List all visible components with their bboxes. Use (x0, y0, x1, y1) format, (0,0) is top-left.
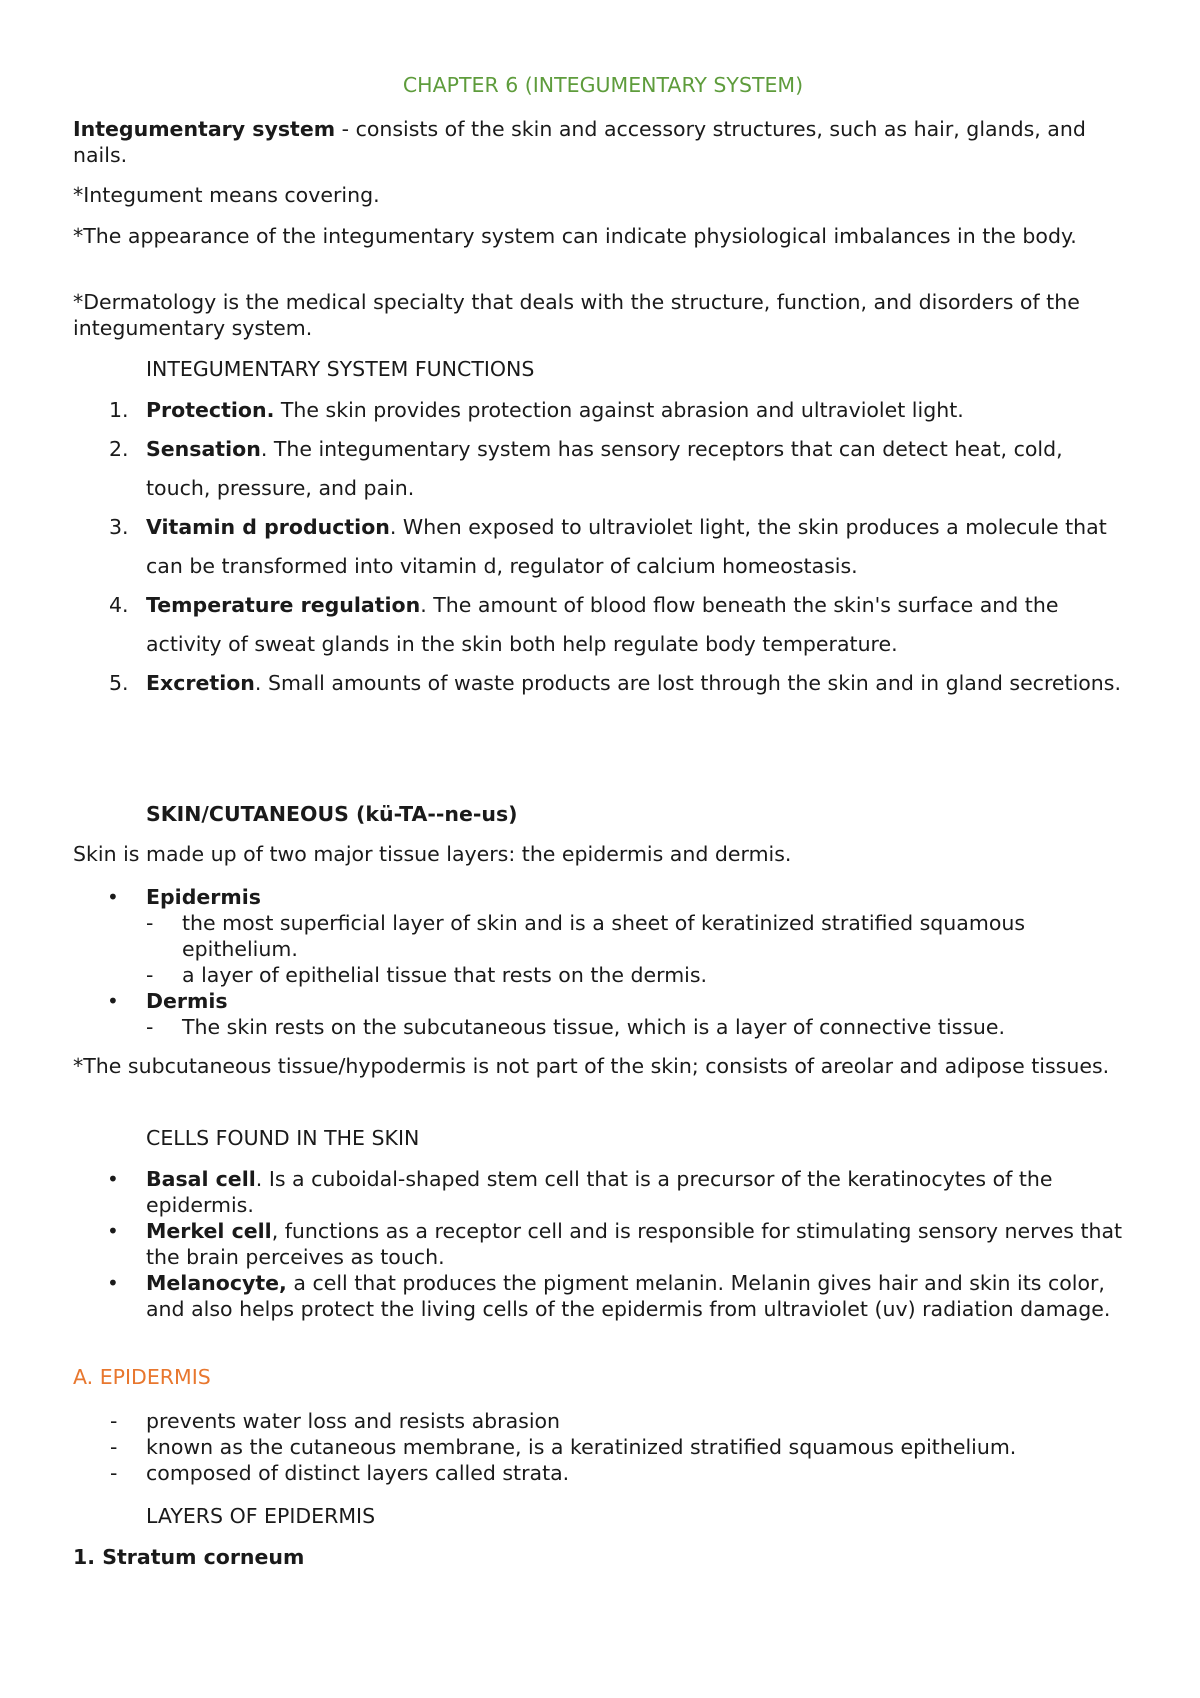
skin-note: *The subcutaneous tissue/hypodermis is not part of the skin; consists of areolar and adipose tissues. (73, 1054, 1110, 1078)
function-text: . The integumentary system has sensory receptors that can detect heat, cold, touch, pressure, and pain. (146, 437, 1063, 500)
skin-layer-dermis (73, 988, 1133, 1040)
intro-definition-text: - consists of the skin and accessory structures, such as hair, glands, and nails. (73, 117, 1086, 167)
cell-text: a cell that produces the pigment melanin. Melanin gives hair and skin its color, and also helps protect the living cells of the epidermis from ultraviolet (uv) radiation damage. (146, 1271, 1111, 1321)
cell-term: Melanocyte, (146, 1271, 287, 1295)
function-text: The skin provides protection against abrasion and ultraviolet light. (274, 398, 964, 422)
list-item (146, 910, 1133, 962)
cell-item (73, 1270, 1133, 1322)
dash-icon: - (110, 1409, 118, 1433)
intro-note-2: *The appearance of the integumentary system can indicate physiological imbalances in the body. (73, 224, 1077, 248)
list-item (73, 1460, 1133, 1486)
function-item (73, 508, 1133, 586)
function-term: Protection. (146, 398, 275, 422)
section-a-heading: A. EPIDERMIS (73, 1365, 211, 1389)
point-text: composed of distinct layers called strata. (146, 1461, 570, 1485)
function-text: . When exposed to ultraviolet light, the skin produces a molecule that can be transformed into vitamin d, regulator of calcium homeostasis. (146, 515, 1107, 578)
functions-list (73, 391, 1133, 703)
intro-definition (73, 116, 1133, 168)
first-layer-heading: 1. Stratum corneum (73, 1545, 305, 1569)
layer-label: Dermis (146, 989, 228, 1013)
function-number: 2. (109, 437, 129, 461)
epidermis-points (146, 910, 1133, 988)
layer-label: Epidermis (146, 885, 261, 909)
cell-item (73, 1218, 1133, 1270)
bullet-icon: • (107, 885, 119, 909)
function-term: Vitamin d production (146, 515, 390, 539)
skin-intro: Skin is made up of two major tissue layers: the epidermis and dermis. (73, 842, 792, 866)
skin-layer-epidermis (73, 884, 1133, 988)
bullet-icon: • (107, 1219, 119, 1243)
cell-text: . Is a cuboidal-shaped stem cell that is a precursor of the keratinocytes of the epidermis. (146, 1167, 1053, 1217)
intro-note-3: *Dermatology is the medical specialty that deals with the structure, function, and disorders of the integumentary system. (73, 290, 1080, 340)
section-a-points (73, 1408, 1133, 1486)
function-term: Temperature regulation (146, 593, 421, 617)
function-text: . Small amounts of waste products are lost through the skin and in gland secretions. (254, 671, 1122, 695)
dash-icon: - (146, 963, 154, 987)
point-text: The skin rests on the subcutaneous tissue, which is a layer of connective tissue. (182, 1015, 1006, 1039)
cells-list (73, 1166, 1133, 1322)
cell-term: Merkel cell (146, 1219, 272, 1243)
dash-icon: - (110, 1461, 118, 1485)
function-text: . The amount of blood flow beneath the skin's surface and the activity of sweat glands in the skin both help regulate body temperature. (146, 593, 1059, 656)
dash-icon: - (146, 911, 154, 935)
bullet-icon: • (107, 1271, 119, 1295)
cell-item (73, 1166, 1133, 1218)
skin-layers-list (73, 884, 1133, 1040)
function-number: 5. (109, 671, 129, 695)
dermis-points (146, 1014, 1133, 1040)
list-item (146, 962, 1133, 988)
skin-heading: SKIN/CUTANEOUS (kü-TA--ne-us) (146, 802, 518, 826)
point-text: prevents water loss and resists abrasion (146, 1409, 561, 1433)
functions-heading: INTEGUMENTARY SYSTEM FUNCTIONS (146, 357, 535, 381)
intro-note-1: *Integument means covering. (73, 183, 380, 207)
intro-term: Integumentary system (73, 117, 336, 141)
list-item (146, 1014, 1133, 1040)
function-number: 1. (109, 398, 129, 422)
cell-text: , functions as a receptor cell and is responsible for stimulating sensory nerves that the brain perceives as touch. (146, 1219, 1123, 1269)
list-item (73, 1434, 1133, 1460)
function-term: Sensation (146, 437, 261, 461)
point-text: the most superficial layer of skin and is a sheet of keratinized stratified squamous epithelium. (182, 911, 1026, 961)
function-item (73, 391, 1133, 430)
bullet-icon: • (107, 989, 119, 1013)
cells-heading: CELLS FOUND IN THE SKIN (146, 1126, 420, 1150)
function-term: Excretion (146, 671, 255, 695)
layers-heading: LAYERS OF EPIDERMIS (146, 1504, 376, 1528)
cell-term: Basal cell (146, 1167, 256, 1191)
bullet-icon: • (107, 1167, 119, 1191)
dash-icon: - (146, 1015, 154, 1039)
function-item (73, 664, 1133, 703)
function-number: 4. (109, 593, 129, 617)
point-text: known as the cutaneous membrane, is a keratinized stratified squamous epithelium. (146, 1435, 1017, 1459)
function-item (73, 586, 1133, 664)
function-number: 3. (109, 515, 129, 539)
function-item (73, 430, 1133, 508)
point-text: a layer of epithelial tissue that rests on the dermis. (182, 963, 708, 987)
chapter-title: CHAPTER 6 (INTEGUMENTARY SYSTEM) (402, 73, 804, 97)
list-item (73, 1408, 1133, 1434)
dash-icon: - (110, 1435, 118, 1459)
